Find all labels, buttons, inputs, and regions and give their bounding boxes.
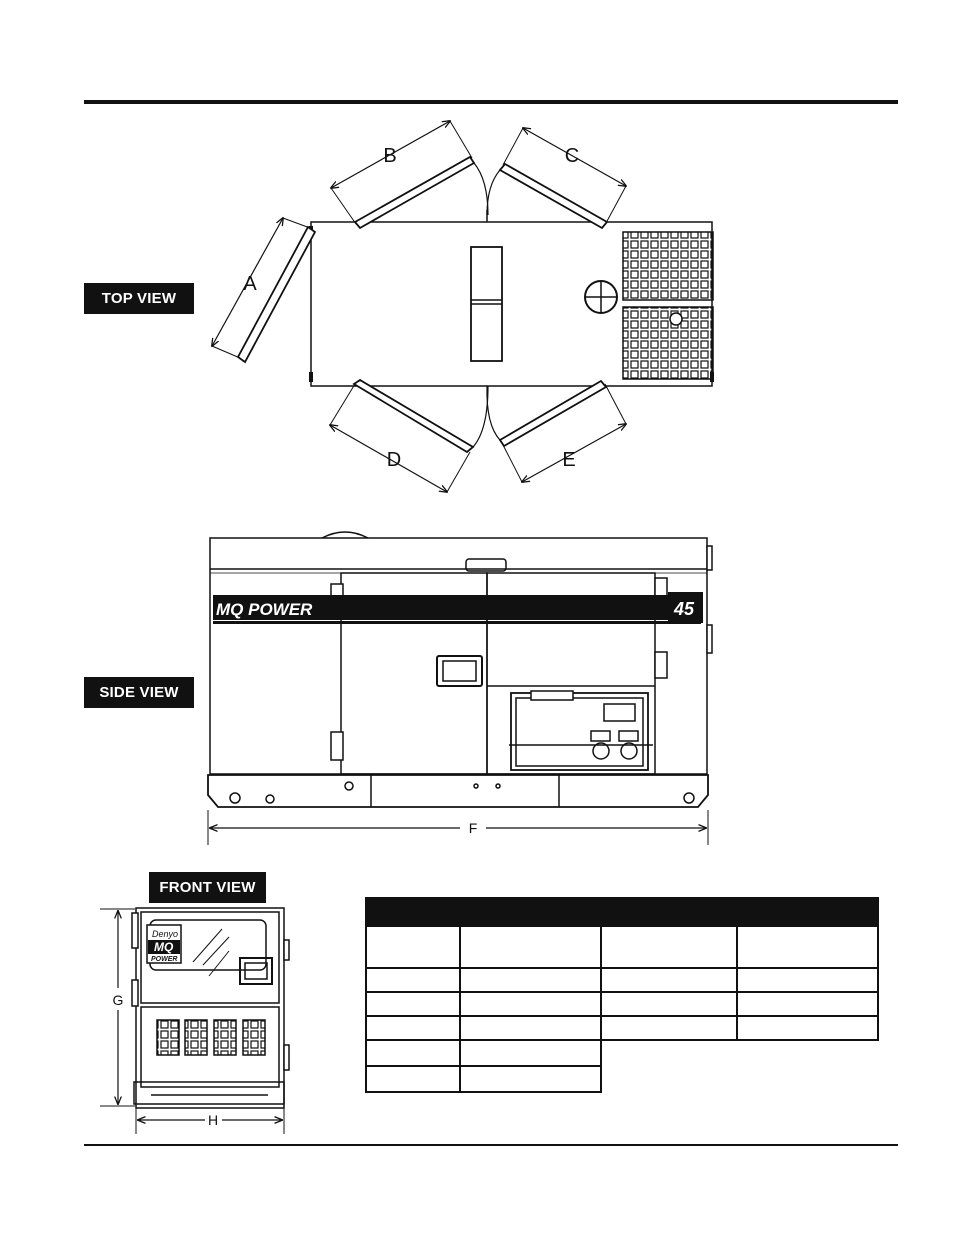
top-view-grill-lower [623,307,713,379]
table-cell [460,992,601,1016]
table-row [366,1040,878,1066]
table-cell [460,968,601,992]
table-blank [737,1040,878,1066]
top-view-drawing [212,121,713,492]
front-logo-denyo: Denyo [152,929,179,939]
table-cell [737,926,878,968]
side-view-drawing [208,532,712,845]
table-cell [366,926,460,968]
top-view-label: TOP VIEW [84,283,194,314]
dim-letter-d: D [386,449,402,471]
side-view-label: SIDE VIEW [84,677,194,708]
dim-letter-f: F [468,820,478,836]
table-cell [601,1016,736,1040]
table-cell [737,1016,878,1040]
dim-letter-b: B [383,145,397,167]
dimensions-table-header [365,897,879,925]
table-cell [601,926,736,968]
table-row [366,1016,878,1040]
front-view-label: FRONT VIEW [149,872,266,903]
table-row [366,926,878,968]
table-cell [366,1016,460,1040]
table-cell [366,992,460,1016]
table-row [366,992,878,1016]
table-cell [460,926,601,968]
table-cell [460,1066,601,1092]
table-cell [601,992,736,1016]
table-cell [601,968,736,992]
table-blank [737,1066,878,1092]
table-cell [737,968,878,992]
table-cell [366,1040,460,1066]
table-cell [366,968,460,992]
front-logo-power: POWER [151,956,178,963]
dim-letter-c: C [564,145,580,167]
dim-letter-a: A [243,273,257,295]
dimensions-grid [365,925,879,1093]
table-cell [366,1066,460,1092]
front-view-drawing [100,908,289,1134]
table-blank [601,1040,736,1066]
dim-letter-h: H [207,1112,219,1128]
table-cell [737,992,878,1016]
side-view-decals [216,599,695,836]
model-decal: 45 [674,599,695,619]
brand-decal: MQ POWER [216,600,313,619]
table-cell [460,1016,601,1040]
table-row [366,1066,878,1092]
side-view-base [208,775,708,807]
front-logo-mq: MQ [154,940,174,954]
dim-letter-g: G [112,992,124,1008]
table-cell [460,1040,601,1066]
dimensions-table [365,897,879,1093]
table-blank [601,1066,736,1092]
dim-letter-e: E [562,449,576,471]
top-view-grill-upper [623,232,713,300]
table-row [366,968,878,992]
